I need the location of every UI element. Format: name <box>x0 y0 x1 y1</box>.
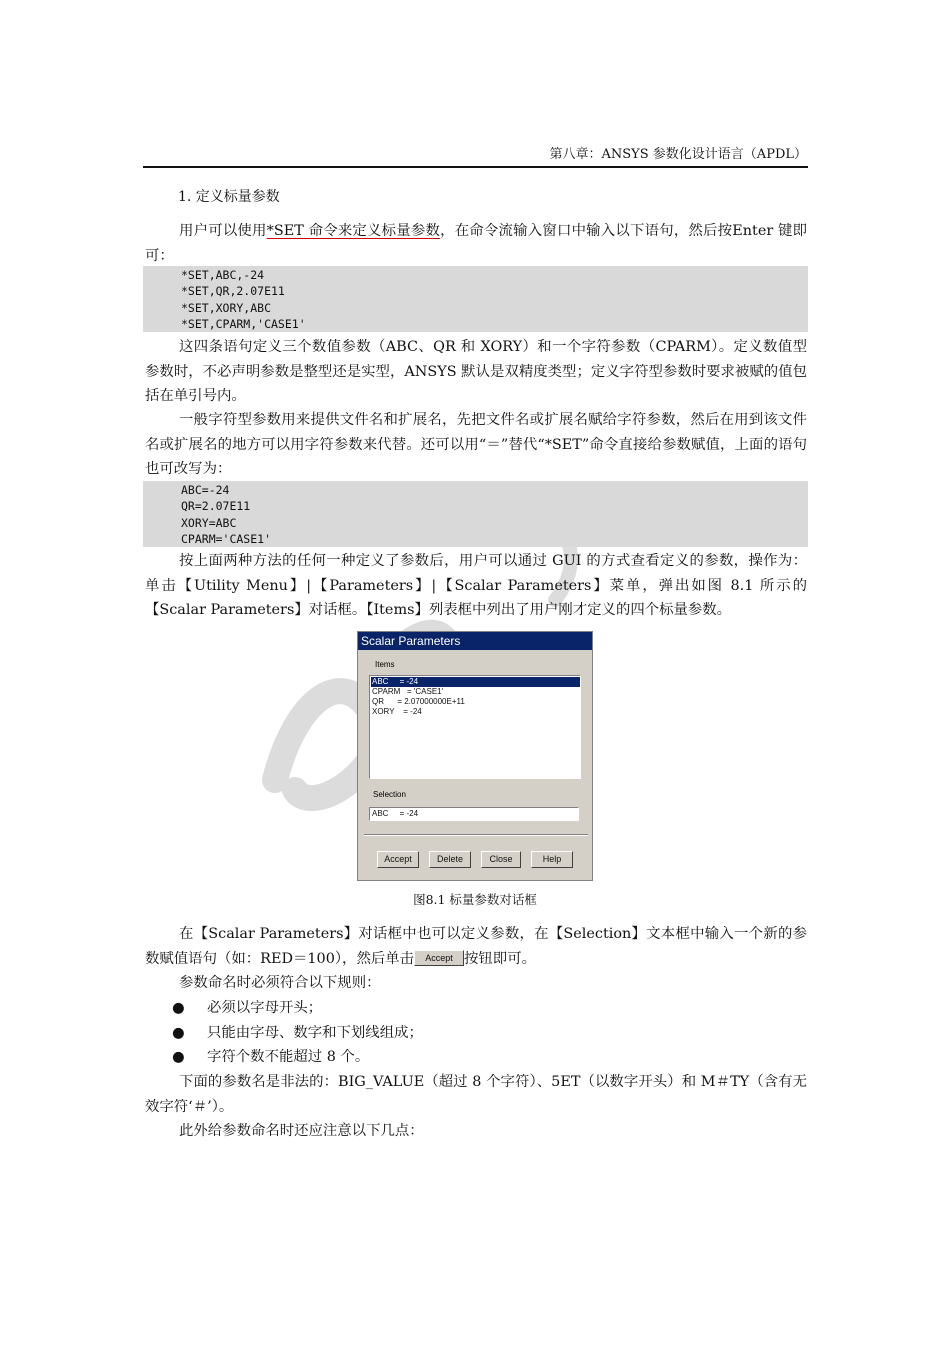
items-listbox[interactable] <box>369 675 581 779</box>
code-line: XORY=ABC <box>181 515 237 530</box>
list-item[interactable]: ABC = -24 <box>371 677 580 687</box>
code-line: *SET,QR,2.07E11 <box>181 284 285 299</box>
code-line: *SET,ABC,-24 <box>181 268 265 282</box>
paragraph-selection-before: 在【Scalar Parameters】对话框中也可以定义参数，在【Selection】文本框中输入一个新的参数赋值语句（如：RED＝100），然后单击 <box>145 926 807 967</box>
paragraph-selection <box>145 922 807 971</box>
section-title: 1. 定义标量参数 <box>178 189 280 205</box>
list-item[interactable]: CPARM = 'CASE1' <box>372 687 444 696</box>
bullet-text: 只能由字母、数字和下划线组成； <box>207 1025 423 1041</box>
paragraph-intro-after: ，在命令流输入窗口中输入以下语句，然后按Enter 键即可： <box>145 223 808 264</box>
paragraph-definition: 这四条语句定义三个数值参数（ABC、QR 和 XORY）和一个字符参数（CPARM）。定义数值型参数时，不必声明参数是整型还是实型，ANSYS 默认是双精度类型；定义字符型参数时要求被赋的值包括在单引号内。 <box>145 339 807 404</box>
bullet-symbol: ● <box>172 1000 185 1016</box>
scalar-parameters-dialog <box>357 631 593 881</box>
bullet-text: 字符个数不能超过 8 个。 <box>207 1049 370 1065</box>
code-line: *SET,CPARM,'CASE1' <box>181 316 306 331</box>
bullet-symbol: ● <box>172 1025 185 1041</box>
code-line: CPARM='CASE1' <box>181 531 272 546</box>
header-rule <box>143 166 808 168</box>
dialog-title: Scalar Parameters <box>358 632 592 650</box>
paragraph-character-params: 一般字符型参数用来提供文件名和扩展名，先把文件名或扩展名赋给字符参数，然后在用到该文件名或扩展名的地方可以用字符参数来代替。还可以用“＝”替代“*SET”命令直接给参数赋值，上面的语句也可改写为： <box>145 412 807 477</box>
page-header: 第八章：ANSYS 参数化设计语言（APDL） <box>549 147 807 162</box>
code-line: QR=2.07E11 <box>181 499 251 514</box>
help-button[interactable]: Help <box>531 851 573 868</box>
code-block-assign <box>143 481 808 547</box>
dialog-separator <box>364 834 588 836</box>
list-item <box>172 1045 369 1070</box>
delete-button[interactable]: Delete <box>429 851 471 868</box>
selection-label: Selection <box>373 790 406 799</box>
code-block-set <box>143 266 808 332</box>
accept-button[interactable]: Accept <box>377 851 419 868</box>
paragraph-notes: 此外给参数命名时还应注意以下几点： <box>179 1123 424 1139</box>
code-line: *SET,XORY,ABC <box>181 300 272 315</box>
paragraph-intro-underlined: *SET 命令来定义标量参数 <box>266 223 441 239</box>
items-label: Items <box>375 660 395 669</box>
code-line: ABC=-24 <box>181 483 230 497</box>
paragraph-illegal-names: 下面的参数名是非法的：BIG_VALUE（超过 8 个字符）、5ET（以数字开头）和 M＃TY（含有无效字符‘＃’）。 <box>145 1074 807 1115</box>
paragraph-selection-after: 按钮即可。 <box>464 950 536 967</box>
list-item <box>172 1021 423 1046</box>
bullet-symbol: ● <box>172 1049 185 1065</box>
list-item <box>172 996 322 1021</box>
inline-accept-button: Accept <box>414 950 464 966</box>
selection-input[interactable]: ABC = -24 <box>369 807 579 821</box>
paragraph-intro <box>145 219 807 268</box>
close-button[interactable]: Close <box>481 851 521 868</box>
bullet-text: 必须以字母开头； <box>207 1000 323 1016</box>
paragraph-intro-before: 用户可以使用 <box>179 223 267 239</box>
paragraph-gui: 按上面两种方法的任何一种定义了参数后，用户可以通过 GUI 的方式查看定义的参数，操作为：单击【Utility Menu】|【Parameters】|【Scalar Parameters】菜单，弹出如图 8.1 所示的【Scalar Parameters】对话框。【Items】列表框中列出了用户刚才定义的四个标量参数。 <box>145 553 807 618</box>
list-item[interactable]: QR = 2.07000000E+11 <box>372 697 465 706</box>
figure-caption: 图8.1 标量参数对话框 <box>413 892 537 907</box>
list-item[interactable]: XORY = -24 <box>372 707 422 716</box>
paragraph-naming-rules: 参数命名时必须符合以下规则： <box>179 975 381 991</box>
